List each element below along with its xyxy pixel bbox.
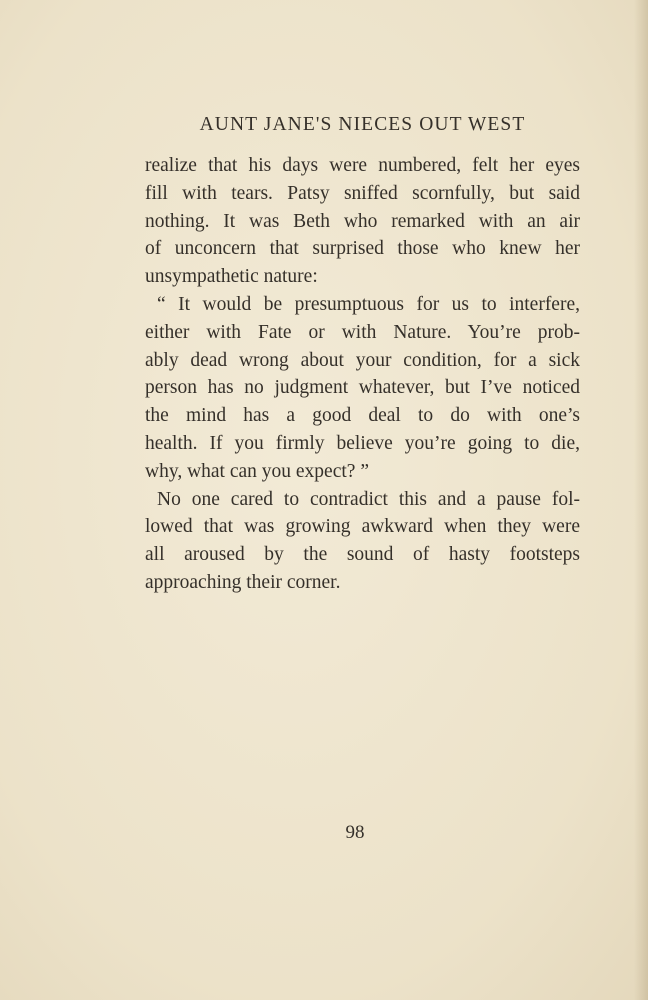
page-number: 98 (345, 822, 365, 843)
text-line: person has no judgment whatever, but I’ve noticed (145, 377, 580, 399)
text-line: all aroused by the sound of hasty footsteps (145, 544, 580, 566)
body-text (145, 152, 580, 597)
paragraph (145, 486, 580, 597)
running-header: AUNT JANE'S NIECES OUT WEST (199, 114, 526, 135)
paragraph (145, 291, 580, 486)
text-line: the mind has a good deal to do with one’s (145, 405, 580, 427)
text-line: lowed that was growing awkward when they were (145, 516, 580, 538)
text-line: unsympathetic nature: (145, 266, 318, 288)
text-line: why, what can you expect? ” (145, 460, 369, 482)
text-line: approaching their corner. (145, 571, 341, 593)
text-line: nothing. It was Beth who remarked with an air (145, 210, 580, 232)
paragraph (145, 152, 580, 291)
text-line: No one cared to contradict this and a pause fol- (157, 488, 580, 510)
text-line: health. If you firmly believe you’re going to die, (145, 432, 580, 454)
text-line: either with Fate or with Nature. You’re prob- (145, 321, 580, 343)
text-line: fill with tears. Patsy sniffed scornfully, but said (145, 182, 580, 204)
text-line: “ It would be presumptuous for us to interfere, (157, 293, 580, 315)
text-line: ably dead wrong about your condition, for a sick (145, 349, 580, 371)
page-edge-shadow (634, 0, 648, 1000)
text-line: of unconcern that surprised those who knew her (145, 238, 580, 260)
text-line: realize that his days were numbered, felt her eyes (145, 155, 580, 176)
